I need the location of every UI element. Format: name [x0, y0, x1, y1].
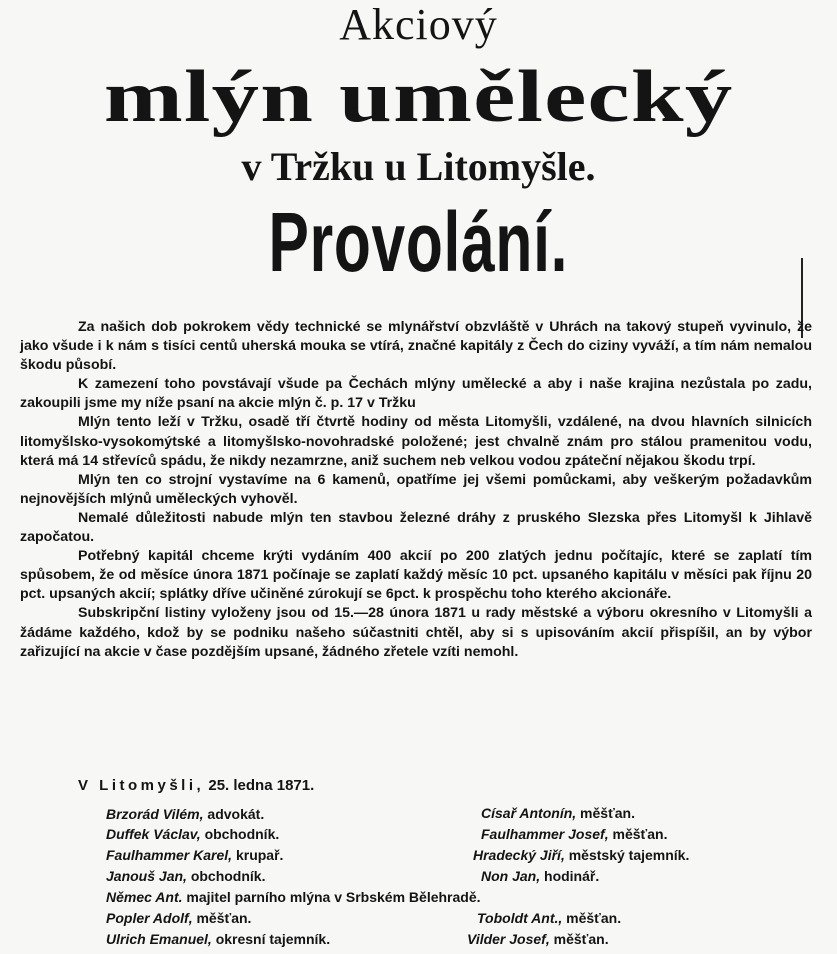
signatory-name: Němec Ant. — [106, 889, 183, 905]
signatory-role: krupař. — [235, 847, 284, 863]
signatory-right — [481, 867, 599, 885]
signatory-role: měšťan. — [580, 805, 636, 821]
signatory-name: Vilder Josef, — [467, 931, 550, 947]
header-location: v Tržku u Litomyšle. — [241, 144, 596, 189]
paragraph-1: Za našich dob pokrokem vědy technické se mlynářství obzvláště v Uhrách na takový stupeň vyvinulo, že jako všude i k nám s tisíci centů uherská mouka se vtírá, značné kapitály z Čech do ciziny vyváží, a tím nám nemalou škodu působí. — [20, 319, 812, 374]
paragraph-7: Subskripční listiny vyloženy jsou od 15.—28 února 1871 u rady městské a výboru okresního v Litomyšli a žádáme každého, kdož by se podniku našeho súčastniti chtěl, aby si s upisováním akcií přispíšil, an by výbor zařizující na akcie v čase pozdějším upsané, žádného zřetele vzíti nemohl. — [20, 605, 812, 660]
paragraph-6: Potřebný kapitál chceme krýti vydáním 400 akcií po 200 zlatých jednu počítajíc, které se zaplatí tím spůsobem, že od měsíce února 1871 počínaje se zaplatí každý měsíc 10 pct. upsaného kapitálu v měsíci pak říjnu 20 pct. upsaných akcií; splátky dříve učiněné zúrokují se 6pct. k prospěchu toho kterého akcionáře. — [20, 548, 812, 603]
proclamation-heading: Provolání. — [268, 195, 569, 289]
dateline — [78, 777, 314, 794]
signatory-left — [106, 888, 481, 906]
signatory-role: měšťan. — [566, 910, 622, 926]
proclamation-body — [20, 318, 812, 662]
signatory-name: Janouš Jan, — [106, 868, 187, 884]
signatory-role: měšťan. — [196, 910, 252, 926]
signatory-right — [481, 825, 667, 843]
signatory-role: hodinář. — [544, 868, 600, 884]
signatory-left — [106, 825, 279, 843]
signatory-role: městský tajemník. — [568, 847, 690, 863]
signatory-left — [106, 846, 283, 864]
signatory-name: Hradecký Jiří, — [473, 847, 565, 863]
signatory-role: majitel parního mlýna v Srbském Bělehradě. — [186, 889, 481, 905]
signatory-right — [481, 804, 635, 822]
paragraph-3: Mlýn tento leží v Tržku, osadě tří čtvrtě hodiny od města Litomyšli, vzdálené, na dvou hlavních silnicích litomyšlsko-vysokomýtské a litomyšlsko-novohradské položené; jest chvalně znám pro stálou pramenitou vodu, která má 14 střevíců spádu, že nikdy nezamrzne, aniž suchem neb velkou vodou zpáteční nějakou škodu trpí. — [20, 414, 812, 469]
signatory-right — [473, 846, 689, 864]
signatory-left — [106, 930, 330, 948]
signatory-name: Faulhammer Josef, — [481, 826, 609, 842]
signatory-name: Císař Antonín, — [481, 805, 577, 821]
signatory-role: měšťan. — [553, 931, 609, 947]
header-title: mlýn umělecký — [103, 56, 734, 138]
signatory-role: obchodník. — [190, 868, 266, 884]
signatory-role: okresní tajemník. — [215, 931, 331, 947]
signatory-role: měšťan. — [612, 826, 668, 842]
signatory-right — [467, 930, 609, 948]
signatory-right — [477, 909, 621, 927]
paragraph-5: Nemalé důležitosti nabude mlýn ten stavbou železné dráhy z pruského Slezska přes Litomyšl k Jihlavě započatou. — [20, 509, 812, 546]
signatory-name: Faulhammer Karel, — [106, 847, 233, 863]
signatory-name: Non Jan, — [481, 868, 541, 884]
paragraph-4: Mlýn ten co strojní vystavíme na 6 kamenů, opatříme jej všemi pomůckami, aby veškerým požadavkům nejnovějších mlýnů uměleckých vyhověl. — [20, 471, 812, 507]
signatory-role: advokát. — [207, 806, 265, 822]
signatory-left — [106, 867, 265, 885]
signatory-name: Brzorád Vilém, — [106, 806, 204, 822]
signatory-left — [106, 805, 264, 823]
signatory-name: Duffek Václav, — [106, 826, 201, 842]
dateline-city: V Litomyšli, — [78, 777, 205, 794]
header-line-1: Akciový — [339, 0, 498, 49]
signatory-role: obchodník. — [204, 826, 280, 842]
signatory-name: Popler Adolf, — [106, 910, 193, 926]
signatory-name: Ulrich Emanuel, — [106, 931, 212, 947]
signatory-left — [106, 909, 251, 927]
signatory-name: Toboldt Ant., — [477, 910, 563, 926]
paragraph-2: K zamezení toho povstávají všude pa Čechách mlýny umělecké a aby i naše krajina nezůstala po zadu, zakoupili jsme my níže psaní na akcie mlýn č. p. 17 v Tržku — [20, 376, 812, 412]
dateline-date: 25. ledna 1871. — [208, 777, 315, 794]
